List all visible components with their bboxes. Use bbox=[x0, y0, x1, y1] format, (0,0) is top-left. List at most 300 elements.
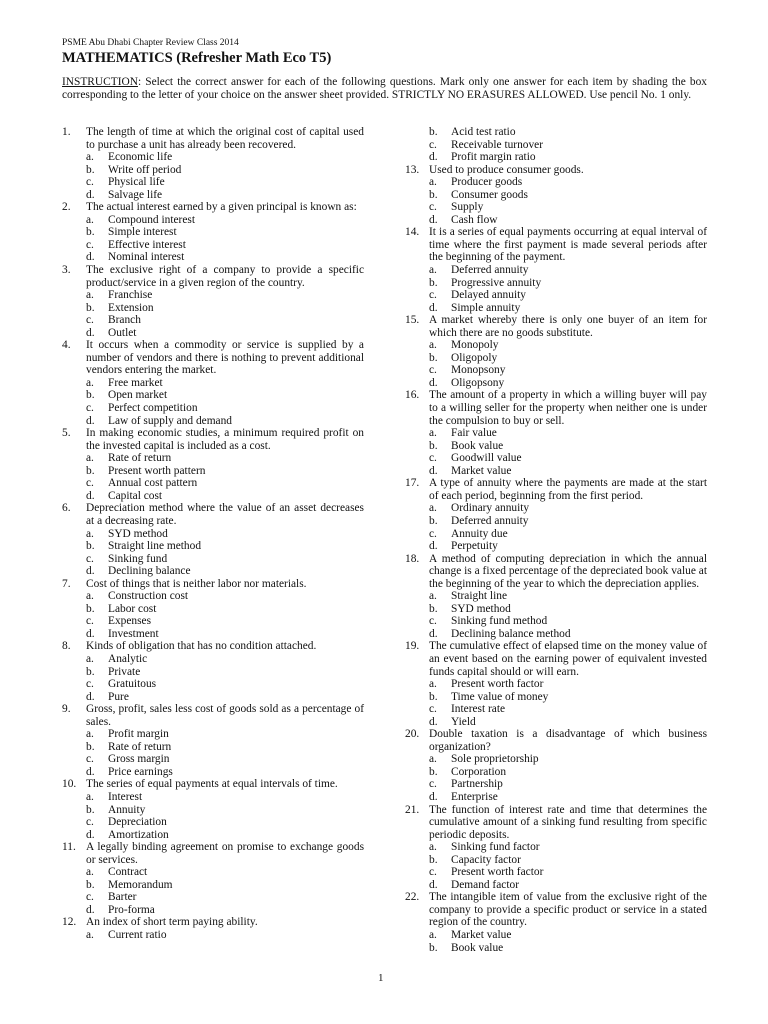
option-letter: b. bbox=[86, 665, 95, 678]
answer-option bbox=[62, 753, 364, 766]
option-letter: b. bbox=[86, 301, 95, 314]
option-text: Supply bbox=[451, 201, 484, 214]
option-text: Labor cost bbox=[108, 602, 157, 615]
answer-option bbox=[62, 653, 364, 666]
question-number: 12. bbox=[62, 916, 77, 929]
question-item bbox=[405, 226, 707, 264]
answer-option bbox=[405, 678, 707, 691]
question-text: A market whereby there is only one buyer of an item for which there are no goods substitute. bbox=[429, 314, 707, 339]
option-letter: d. bbox=[86, 414, 95, 427]
option-text: Present worth pattern bbox=[108, 464, 206, 477]
option-letter: b. bbox=[429, 941, 438, 954]
question-number: 15. bbox=[405, 314, 420, 327]
question-number: 19. bbox=[405, 640, 420, 653]
option-text: Depreciation bbox=[108, 816, 167, 829]
option-letter: a. bbox=[429, 502, 437, 515]
option-letter: b. bbox=[86, 803, 95, 816]
answer-option bbox=[62, 477, 364, 490]
option-letter: c. bbox=[429, 138, 437, 151]
option-text: Goodwill value bbox=[451, 452, 522, 465]
option-letter: a. bbox=[86, 652, 94, 665]
document-subtitle: PSME Abu Dhabi Chapter Review Class 2014 bbox=[62, 38, 239, 48]
answer-option bbox=[62, 891, 364, 904]
option-text: Ordinary annuity bbox=[451, 502, 530, 515]
question-item bbox=[62, 703, 364, 728]
option-text: Yield bbox=[451, 715, 476, 728]
option-letter: d. bbox=[86, 627, 95, 640]
option-text: Market value bbox=[451, 929, 512, 941]
option-text: Annuity bbox=[108, 803, 146, 816]
option-text: Perfect competition bbox=[108, 402, 198, 415]
option-letter: b. bbox=[86, 389, 95, 402]
answer-option bbox=[62, 879, 364, 892]
answer-option bbox=[62, 402, 364, 415]
answer-option bbox=[62, 528, 364, 541]
option-letter: c. bbox=[86, 753, 94, 766]
question-text: The exclusive right of a company to provide a specific product/service in a given region of the country. bbox=[86, 264, 364, 289]
option-letter: d. bbox=[86, 489, 95, 502]
option-letter: a. bbox=[86, 929, 94, 941]
option-text: Effective interest bbox=[108, 238, 186, 251]
option-letter: a. bbox=[86, 376, 94, 389]
question-text: It occurs when a commodity or service is supplied by a number of vendors and there is nothing to prevent additional vendors entering the market. bbox=[86, 339, 364, 377]
option-letter: c. bbox=[86, 176, 94, 189]
answer-option bbox=[405, 628, 707, 641]
question-text: A method of computing depreciation in which the annual change is a fixed percentage of the depreciated book value at the beginning of the year to which the depreciation applies. bbox=[429, 552, 707, 590]
answer-option bbox=[62, 666, 364, 679]
answer-option bbox=[405, 126, 707, 139]
question-text: Kinds of obligation that has no condition attached. bbox=[86, 640, 317, 653]
option-letter: d. bbox=[429, 376, 438, 389]
answer-option bbox=[62, 314, 364, 327]
option-text: Branch bbox=[108, 314, 141, 327]
option-letter: a. bbox=[86, 151, 94, 164]
answer-option bbox=[405, 339, 707, 352]
question-text: The series of equal payments at equal intervals of time. bbox=[86, 778, 338, 791]
option-letter: d. bbox=[429, 151, 438, 164]
option-text: Expenses bbox=[108, 615, 152, 628]
option-letter: a. bbox=[429, 929, 437, 941]
option-text: Pro-forma bbox=[108, 903, 155, 916]
question-item bbox=[405, 553, 707, 591]
document-title: MATHEMATICS (Refresher Math Eco T5) bbox=[62, 50, 332, 66]
question-number: 17. bbox=[405, 477, 420, 490]
question-text: The function of interest rate and time that determines the cumulative amount of a sinking fund resulting from specific periodic deposits. bbox=[429, 803, 707, 841]
option-text: Simple interest bbox=[108, 226, 177, 239]
option-text: Memorandum bbox=[108, 878, 173, 891]
option-letter: b. bbox=[86, 163, 95, 176]
option-letter: a. bbox=[429, 264, 437, 277]
document-header bbox=[62, 38, 707, 102]
question-number: 3. bbox=[62, 264, 71, 277]
option-letter: c. bbox=[429, 866, 437, 879]
option-letter: c. bbox=[86, 477, 94, 490]
answer-option bbox=[62, 728, 364, 741]
option-letter: d. bbox=[429, 464, 438, 477]
option-letter: a. bbox=[86, 590, 94, 603]
answer-option bbox=[405, 716, 707, 729]
option-text: Time value of money bbox=[451, 690, 549, 703]
option-letter: b. bbox=[429, 439, 438, 452]
option-letter: d. bbox=[86, 903, 95, 916]
option-text: Sinking fund factor bbox=[451, 841, 540, 854]
option-letter: a. bbox=[86, 790, 94, 803]
answer-option bbox=[405, 929, 707, 942]
question-text: A type of annuity where the payments are made at the start of each period, beginning from the first period. bbox=[429, 477, 707, 502]
option-text: Price earnings bbox=[108, 765, 173, 778]
option-letter: b. bbox=[429, 514, 438, 527]
question-number: 22. bbox=[405, 891, 420, 904]
option-text: Demand factor bbox=[451, 878, 519, 891]
answer-option bbox=[62, 490, 364, 503]
question-number: 16. bbox=[405, 389, 420, 402]
option-letter: b. bbox=[429, 853, 438, 866]
question-text: In making economic studies, a minimum required profit on the invested capital is included as a cost. bbox=[86, 427, 364, 452]
option-text: Straight line method bbox=[108, 540, 202, 553]
option-text: Declining balance bbox=[108, 565, 191, 578]
answer-option bbox=[405, 615, 707, 628]
answer-option bbox=[405, 866, 707, 879]
instruction-text: : Select the correct answer for each of the following questions. Mark only one answer for each item by shading the box corresponding to the letter of your choice on the answer sheet provided. STRICTLY NO ERASURES ALLOWED. Use pencil No. 1 only. bbox=[62, 76, 707, 101]
answer-option bbox=[62, 327, 364, 340]
question-text: An index of short term paying ability. bbox=[86, 916, 258, 929]
option-text: Franchise bbox=[108, 289, 153, 302]
question-item bbox=[405, 477, 707, 502]
option-letter: a. bbox=[86, 527, 94, 540]
option-letter: a. bbox=[86, 452, 94, 465]
questions-left-column bbox=[62, 126, 364, 942]
option-text: Cash flow bbox=[451, 213, 498, 226]
option-text: Profit margin bbox=[108, 728, 169, 741]
answer-option bbox=[405, 289, 707, 302]
option-text: Gratuitous bbox=[108, 678, 157, 691]
option-letter: d. bbox=[429, 540, 438, 553]
answer-option bbox=[405, 189, 707, 202]
answer-option bbox=[62, 866, 364, 879]
option-text: Book value bbox=[451, 941, 504, 954]
option-letter: a. bbox=[429, 427, 437, 440]
option-text: Oligopoly bbox=[451, 351, 498, 364]
question-item bbox=[405, 891, 707, 929]
option-text: Pure bbox=[108, 690, 129, 703]
answer-option bbox=[405, 603, 707, 616]
question-item bbox=[405, 728, 707, 753]
option-letter: c. bbox=[86, 238, 94, 251]
answer-option bbox=[405, 277, 707, 290]
answer-option bbox=[405, 201, 707, 214]
question-number: 5. bbox=[62, 427, 71, 440]
question-text: The actual interest earned by a given principal is known as: bbox=[86, 201, 357, 214]
question-number: 18. bbox=[405, 552, 420, 565]
answer-option bbox=[405, 854, 707, 867]
answer-option bbox=[62, 804, 364, 817]
option-letter: c. bbox=[429, 289, 437, 302]
question-text: The amount of a property in which a willing buyer will pay to a willing seller for the property when neither one is under the compulsion to buy or sell. bbox=[429, 389, 707, 427]
option-letter: c. bbox=[86, 402, 94, 415]
question-item bbox=[62, 640, 364, 653]
question-number: 10. bbox=[62, 778, 77, 791]
option-letter: d. bbox=[86, 765, 95, 778]
answer-option bbox=[62, 678, 364, 691]
option-letter: d. bbox=[429, 878, 438, 891]
option-letter: c. bbox=[429, 364, 437, 377]
answer-option bbox=[405, 364, 707, 377]
questions-right-column bbox=[405, 126, 707, 954]
question-item bbox=[62, 778, 364, 791]
option-letter: c. bbox=[86, 314, 94, 327]
option-text: Contract bbox=[108, 866, 148, 879]
answer-option bbox=[62, 289, 364, 302]
option-letter: c. bbox=[429, 201, 437, 214]
option-letter: b. bbox=[86, 740, 95, 753]
option-text: Law of supply and demand bbox=[108, 414, 233, 427]
question-number: 21. bbox=[405, 803, 420, 816]
option-text: Free market bbox=[108, 376, 163, 389]
answer-option bbox=[62, 691, 364, 704]
option-text: Write off period bbox=[108, 163, 182, 176]
answer-option bbox=[62, 415, 364, 428]
page-number: 1 bbox=[378, 972, 384, 984]
option-letter: a. bbox=[429, 176, 437, 189]
answer-option bbox=[62, 189, 364, 202]
option-text: Fair value bbox=[451, 427, 497, 440]
option-letter: d. bbox=[429, 790, 438, 803]
answer-option bbox=[62, 791, 364, 804]
option-text: Open market bbox=[108, 389, 168, 402]
answer-option bbox=[405, 590, 707, 603]
option-text: Market value bbox=[451, 464, 512, 477]
answer-option bbox=[62, 302, 364, 315]
question-number: 14. bbox=[405, 226, 420, 239]
option-text: Investment bbox=[108, 627, 159, 640]
question-item bbox=[62, 201, 364, 214]
answer-option bbox=[62, 465, 364, 478]
answer-option bbox=[62, 377, 364, 390]
option-text: Sole proprietorship bbox=[451, 753, 539, 766]
option-text: Salvage life bbox=[108, 188, 163, 201]
answer-option bbox=[405, 139, 707, 152]
option-letter: a. bbox=[429, 339, 437, 352]
question-text: Cost of things that is neither labor nor materials. bbox=[86, 577, 307, 590]
option-letter: b. bbox=[429, 690, 438, 703]
option-letter: a. bbox=[429, 590, 437, 603]
question-text: Depreciation method where the value of an asset decreases at a decreasing rate. bbox=[86, 502, 364, 527]
option-letter: a. bbox=[86, 289, 94, 302]
option-letter: c. bbox=[86, 816, 94, 829]
answer-option bbox=[62, 452, 364, 465]
question-item bbox=[62, 841, 364, 866]
option-text: Monopsony bbox=[451, 364, 506, 377]
answer-option bbox=[405, 691, 707, 704]
question-item bbox=[62, 126, 364, 151]
option-text: Partnership bbox=[451, 778, 503, 791]
option-text: Deferred annuity bbox=[451, 514, 529, 527]
option-text: Extension bbox=[108, 301, 154, 314]
option-text: Current ratio bbox=[108, 929, 167, 941]
answer-option bbox=[62, 226, 364, 239]
instruction-label: INSTRUCTION bbox=[62, 76, 138, 88]
answer-option bbox=[62, 603, 364, 616]
option-text: Perpetuity bbox=[451, 540, 498, 553]
answer-option bbox=[62, 553, 364, 566]
question-item bbox=[62, 916, 364, 929]
question-text: Gross, profit, sales less cost of goods sold as a percentage of sales. bbox=[86, 703, 364, 728]
answer-option bbox=[405, 841, 707, 854]
option-text: Sinking fund method bbox=[451, 615, 548, 628]
question-text: The cumulative effect of elapsed time on the money value of an event based on the earning power of equivalent invested funds capital should or will earn. bbox=[429, 640, 707, 678]
option-text: Producer goods bbox=[451, 176, 523, 189]
answer-option bbox=[62, 389, 364, 402]
answer-option bbox=[62, 540, 364, 553]
answer-option bbox=[405, 214, 707, 227]
question-number: 1. bbox=[62, 126, 71, 138]
option-letter: c. bbox=[429, 527, 437, 540]
option-text: Oligopsony bbox=[451, 376, 505, 389]
answer-option bbox=[405, 515, 707, 528]
option-letter: c. bbox=[429, 778, 437, 791]
question-text: A legally binding agreement on promise to exchange goods or services. bbox=[86, 841, 364, 866]
option-letter: c. bbox=[429, 615, 437, 628]
answer-option bbox=[62, 628, 364, 641]
answer-option bbox=[405, 766, 707, 779]
option-text: Compound interest bbox=[108, 213, 196, 226]
answer-option bbox=[405, 352, 707, 365]
option-letter: b. bbox=[429, 765, 438, 778]
answer-option bbox=[405, 502, 707, 515]
option-text: Book value bbox=[451, 439, 504, 452]
answer-option bbox=[405, 703, 707, 716]
option-text: Analytic bbox=[108, 652, 148, 665]
option-letter: d. bbox=[429, 213, 438, 226]
option-text: Construction cost bbox=[108, 590, 189, 603]
answer-option bbox=[62, 615, 364, 628]
answer-option bbox=[405, 528, 707, 541]
question-number: 8. bbox=[62, 640, 71, 653]
option-text: Present worth factor bbox=[451, 678, 544, 691]
answer-option bbox=[62, 176, 364, 189]
answer-option bbox=[405, 791, 707, 804]
option-letter: d. bbox=[86, 326, 95, 339]
option-letter: b. bbox=[86, 540, 95, 553]
option-letter: d. bbox=[429, 715, 438, 728]
option-text: Corporation bbox=[451, 765, 507, 778]
option-letter: d. bbox=[429, 627, 438, 640]
option-text: Receivable turnover bbox=[451, 138, 544, 151]
question-item bbox=[62, 264, 364, 289]
answer-option bbox=[405, 753, 707, 766]
option-text: Acid test ratio bbox=[451, 126, 516, 138]
answer-option bbox=[405, 377, 707, 390]
option-letter: c. bbox=[429, 452, 437, 465]
answer-option bbox=[62, 816, 364, 829]
answer-option bbox=[405, 264, 707, 277]
answer-option bbox=[405, 302, 707, 315]
option-text: Sinking fund bbox=[108, 552, 168, 565]
option-letter: b. bbox=[429, 351, 438, 364]
option-letter: a. bbox=[429, 678, 437, 691]
instruction-paragraph bbox=[62, 76, 707, 102]
answer-option bbox=[62, 929, 364, 942]
option-letter: b. bbox=[86, 464, 95, 477]
question-item bbox=[405, 164, 707, 177]
answer-option bbox=[405, 879, 707, 892]
option-text: Simple annuity bbox=[451, 301, 521, 314]
question-item bbox=[62, 339, 364, 377]
option-letter: b. bbox=[429, 188, 438, 201]
option-text: Consumer goods bbox=[451, 188, 528, 201]
option-text: Capital cost bbox=[108, 489, 163, 502]
answer-option bbox=[405, 440, 707, 453]
option-letter: c. bbox=[86, 678, 94, 691]
option-text: Interest bbox=[108, 790, 143, 803]
option-text: Physical life bbox=[108, 176, 165, 189]
answer-option bbox=[405, 427, 707, 440]
question-item bbox=[62, 502, 364, 527]
option-letter: c. bbox=[86, 891, 94, 904]
option-text: Declining balance method bbox=[451, 627, 571, 640]
option-text: Annual cost pattern bbox=[108, 477, 198, 490]
answer-option bbox=[405, 778, 707, 791]
question-text: It is a series of equal payments occurring at equal interval of time where the first payment is made several periods after the beginning of the payment. bbox=[429, 226, 707, 264]
answer-option bbox=[405, 151, 707, 164]
option-text: Amortization bbox=[108, 828, 169, 841]
option-text: SYD method bbox=[451, 602, 511, 615]
option-text: Deferred annuity bbox=[451, 264, 529, 277]
question-item bbox=[405, 804, 707, 842]
answer-option bbox=[405, 465, 707, 478]
question-number: 2. bbox=[62, 201, 71, 214]
option-letter: d. bbox=[86, 565, 95, 578]
option-text: Economic life bbox=[108, 151, 173, 164]
option-text: SYD method bbox=[108, 527, 168, 540]
option-text: Delayed annuity bbox=[451, 289, 526, 302]
question-item bbox=[405, 314, 707, 339]
answer-option bbox=[62, 251, 364, 264]
question-text: The length of time at which the original cost of capital used to purchase a unit has already been recovered. bbox=[86, 126, 364, 151]
answer-option bbox=[62, 565, 364, 578]
option-text: Present worth factor bbox=[451, 866, 544, 879]
option-letter: d. bbox=[429, 301, 438, 314]
option-text: Rate of return bbox=[108, 740, 172, 753]
answer-option bbox=[62, 766, 364, 779]
answer-option bbox=[405, 942, 707, 955]
option-text: Enterprise bbox=[451, 790, 498, 803]
option-text: Progressive annuity bbox=[451, 276, 542, 289]
question-number: 4. bbox=[62, 339, 71, 352]
answer-option bbox=[405, 176, 707, 189]
question-number: 11. bbox=[62, 841, 76, 854]
question-number: 7. bbox=[62, 577, 71, 590]
option-text: Nominal interest bbox=[108, 251, 185, 264]
option-text: Private bbox=[108, 665, 141, 678]
answer-option bbox=[62, 590, 364, 603]
option-letter: b. bbox=[86, 878, 95, 891]
option-text: Barter bbox=[108, 891, 137, 904]
option-text: Profit margin ratio bbox=[451, 151, 536, 164]
option-letter: c. bbox=[86, 615, 94, 628]
question-number: 6. bbox=[62, 502, 71, 515]
question-number: 20. bbox=[405, 728, 420, 741]
option-letter: b. bbox=[429, 602, 438, 615]
question-text: Double taxation is a disadvantage of which business organization? bbox=[429, 728, 707, 753]
option-letter: a. bbox=[86, 728, 94, 741]
option-text: Monopoly bbox=[451, 339, 499, 352]
option-letter: b. bbox=[429, 276, 438, 289]
answer-option bbox=[62, 904, 364, 917]
option-letter: c. bbox=[86, 552, 94, 565]
option-text: Annuity due bbox=[451, 527, 508, 540]
question-text: The intangible item of value from the exclusive right of the company to provide a specific product or service in a stated region of the country. bbox=[429, 891, 707, 929]
